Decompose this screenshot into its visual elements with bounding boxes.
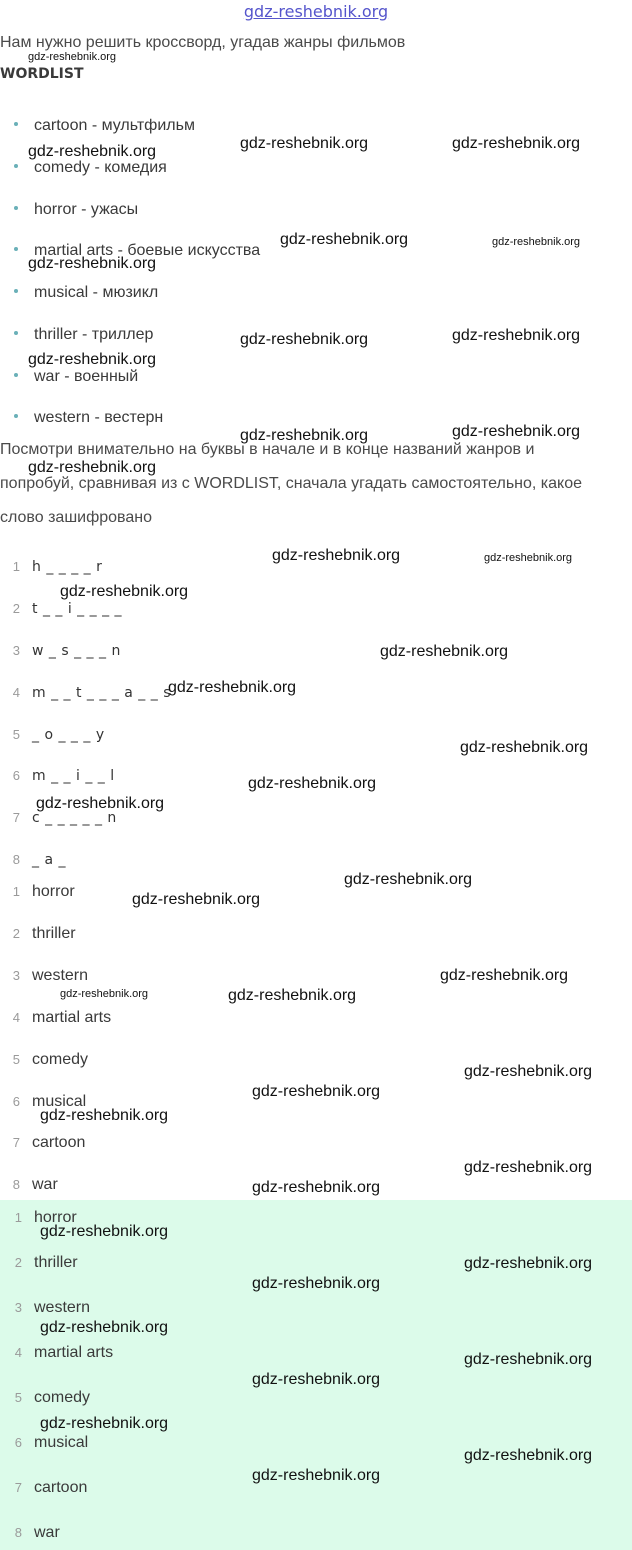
wordlist-item <box>14 326 153 344</box>
puzzle-row <box>0 684 171 702</box>
wordlist-item-text: war - военный <box>34 368 139 385</box>
watermark: gdz-reshebnik.org <box>168 679 297 696</box>
answer-row-highlighted <box>2 1254 78 1272</box>
answer-row <box>0 925 76 943</box>
watermark: gdz-reshebnik.org <box>240 427 369 444</box>
watermark: gdz-reshebnik.org <box>40 1319 169 1336</box>
bullet-icon <box>14 122 18 126</box>
watermark: gdz-reshebnik.org <box>228 987 357 1004</box>
puzzle-row <box>0 642 121 660</box>
instruction-line: слово зашифровано <box>0 509 152 526</box>
watermark: gdz-reshebnik.org <box>452 423 581 440</box>
answer-row <box>0 1009 111 1027</box>
row-number: 5 <box>12 727 20 742</box>
puzzle-pattern: _ o _ _ _ y <box>32 727 105 743</box>
watermark: gdz-reshebnik.org <box>248 775 377 792</box>
row-number: 7 <box>12 1135 20 1150</box>
watermark: gdz-reshebnik.org <box>252 1083 381 1100</box>
wordlist-item <box>14 409 163 427</box>
wordlist-item-text: cartoon - мультфильм <box>34 117 195 134</box>
watermark: gdz-reshebnik.org <box>452 135 581 152</box>
answer-row <box>0 967 88 985</box>
answer-row <box>0 1051 88 1069</box>
bullet-icon <box>14 373 18 377</box>
row-number: 1 <box>12 559 20 574</box>
bullet-icon <box>14 289 18 293</box>
wordlist-item <box>14 201 138 219</box>
row-number: 5 <box>12 1052 20 1067</box>
answer-text: thriller <box>32 925 76 942</box>
bullet-icon <box>14 331 18 335</box>
watermark: gdz-reshebnik.org <box>40 1223 169 1240</box>
bullet-icon <box>14 414 18 418</box>
watermark: gdz-reshebnik.org <box>464 1255 593 1272</box>
puzzle-row <box>0 767 115 785</box>
wordlist-item <box>14 368 138 386</box>
wordlist-item-text: horror - ужасы <box>34 201 139 218</box>
wordlist-item <box>14 284 158 302</box>
puzzle-pattern: h _ _ _ _ r <box>32 559 103 575</box>
answer-text: horror <box>32 883 75 900</box>
row-number: 5 <box>14 1390 22 1405</box>
watermark: gdz-reshebnik.org <box>464 1159 593 1176</box>
row-number: 1 <box>12 884 20 899</box>
answer-text: thriller <box>34 1254 78 1271</box>
watermark: gdz-reshebnik.org <box>492 236 581 248</box>
row-number: 4 <box>12 685 20 700</box>
answer-row-highlighted <box>2 1299 90 1317</box>
row-number: 8 <box>14 1525 22 1540</box>
answer-text: martial arts <box>32 1009 112 1026</box>
answer-text: war <box>32 1176 58 1193</box>
watermark: gdz-reshebnik.org <box>240 135 369 152</box>
watermark: gdz-reshebnik.org <box>344 871 473 888</box>
answer-row <box>0 883 75 901</box>
puzzle-pattern: t _ _ i _ _ _ _ <box>32 601 123 617</box>
bullet-icon <box>14 247 18 251</box>
row-number: 8 <box>12 1177 20 1192</box>
watermark: gdz-reshebnik.org <box>484 552 573 564</box>
wordlist-item-text: western - вестерн <box>34 409 164 426</box>
puzzle-row <box>0 726 105 744</box>
answer-row <box>0 1176 58 1194</box>
answer-text: martial arts <box>34 1344 114 1361</box>
watermark: gdz-reshebnik.org <box>60 583 189 600</box>
wordlist-item-text: thriller - триллер <box>34 326 154 343</box>
answer-text: musical <box>34 1434 89 1451</box>
answer-row <box>0 1134 85 1152</box>
answer-text: western <box>34 1299 91 1316</box>
site-link[interactable]: gdz-reshebnik.org <box>243 2 389 21</box>
watermark: gdz-reshebnik.org <box>272 547 401 564</box>
wordlist-item <box>14 117 195 135</box>
watermark: gdz-reshebnik.org <box>464 1447 593 1464</box>
intro-text: Нам нужно решить кроссворд, угадав жанры фильмов <box>0 34 406 51</box>
answer-text: western <box>32 967 89 984</box>
watermark: gdz-reshebnik.org <box>28 351 157 368</box>
answer-text: horror <box>34 1209 77 1226</box>
watermark: gdz-reshebnik.org <box>252 1467 381 1484</box>
answer-row-highlighted <box>2 1524 60 1542</box>
puzzle-row <box>0 600 122 618</box>
instruction-line: Посмотри внимательно на буквы в начале и в конце названий жанров и <box>0 441 535 458</box>
wordlist-item <box>14 159 167 177</box>
answer-text: cartoon <box>34 1479 88 1496</box>
row-number: 7 <box>12 810 20 825</box>
answer-row-highlighted <box>2 1434 88 1452</box>
watermark: gdz-reshebnik.org <box>460 739 589 756</box>
row-number: 8 <box>12 852 20 867</box>
wordlist-heading: WORDLIST <box>0 66 84 82</box>
watermark: gdz-reshebnik.org <box>452 327 581 344</box>
row-number: 7 <box>14 1480 22 1495</box>
watermark: gdz-reshebnik.org <box>252 1371 381 1388</box>
watermark: gdz-reshebnik.org <box>380 643 509 660</box>
puzzle-pattern: c _ _ _ _ _ n <box>32 810 117 826</box>
watermark: gdz-reshebnik.org <box>28 143 157 160</box>
watermark: gdz-reshebnik.org <box>280 231 409 248</box>
wordlist-item-text: musical - мюзикл <box>34 284 159 301</box>
watermark: gdz-reshebnik.org <box>252 1179 381 1196</box>
watermark: gdz-reshebnik.org <box>28 255 157 272</box>
watermark: gdz-reshebnik.org <box>36 795 165 812</box>
answer-text: musical <box>32 1093 87 1110</box>
puzzle-pattern: w _ s _ _ _ n <box>32 643 121 659</box>
bullet-icon <box>14 206 18 210</box>
watermark: gdz-reshebnik.org <box>252 1275 381 1292</box>
watermark: gdz-reshebnik.org <box>464 1351 593 1368</box>
row-number: 2 <box>12 601 20 616</box>
wordlist-item-text: martial arts - боевые искусства <box>34 242 261 259</box>
watermark: gdz-reshebnik.org <box>60 988 149 1000</box>
row-number: 6 <box>14 1435 22 1450</box>
watermark: gdz-reshebnik.org <box>40 1415 169 1432</box>
puzzle-pattern: _ a _ <box>32 852 66 868</box>
watermark: gdz-reshebnik.org <box>240 331 369 348</box>
answer-text: comedy <box>32 1051 89 1068</box>
watermark: gdz-reshebnik.org <box>440 967 569 984</box>
answer-text: war <box>34 1524 60 1541</box>
bullet-icon <box>14 164 18 168</box>
puzzle-row <box>0 851 66 869</box>
row-number: 6 <box>12 768 20 783</box>
watermark: gdz-reshebnik.org <box>40 1107 169 1124</box>
puzzle-pattern: m _ _ i _ _ l <box>32 768 115 784</box>
answer-row-highlighted <box>2 1344 113 1362</box>
answer-text: comedy <box>34 1389 91 1406</box>
answer-row-highlighted <box>2 1479 87 1497</box>
row-number: 6 <box>12 1094 20 1109</box>
answer-text: cartoon <box>32 1134 86 1151</box>
row-number: 1 <box>14 1210 22 1225</box>
puzzle-pattern: m _ _ t _ _ _ a _ _ s <box>32 685 172 701</box>
watermark: gdz-reshebnik.org <box>28 51 117 63</box>
wordlist-item-text: comedy - комедия <box>34 159 167 176</box>
row-number: 2 <box>14 1255 22 1270</box>
row-number: 3 <box>12 643 20 658</box>
row-number: 3 <box>14 1300 22 1315</box>
answer-row-highlighted <box>2 1389 90 1407</box>
puzzle-row <box>0 558 102 576</box>
row-number: 4 <box>14 1345 22 1360</box>
row-number: 3 <box>12 968 20 983</box>
watermark: gdz-reshebnik.org <box>464 1063 593 1080</box>
row-number: 4 <box>12 1010 20 1025</box>
watermark: gdz-reshebnik.org <box>132 891 261 908</box>
watermark: gdz-reshebnik.org <box>28 459 157 476</box>
row-number: 2 <box>12 926 20 941</box>
instruction-line: попробуй, сравнивая из с WORDLIST, сначала угадать самостоятельно, какое <box>0 475 583 492</box>
